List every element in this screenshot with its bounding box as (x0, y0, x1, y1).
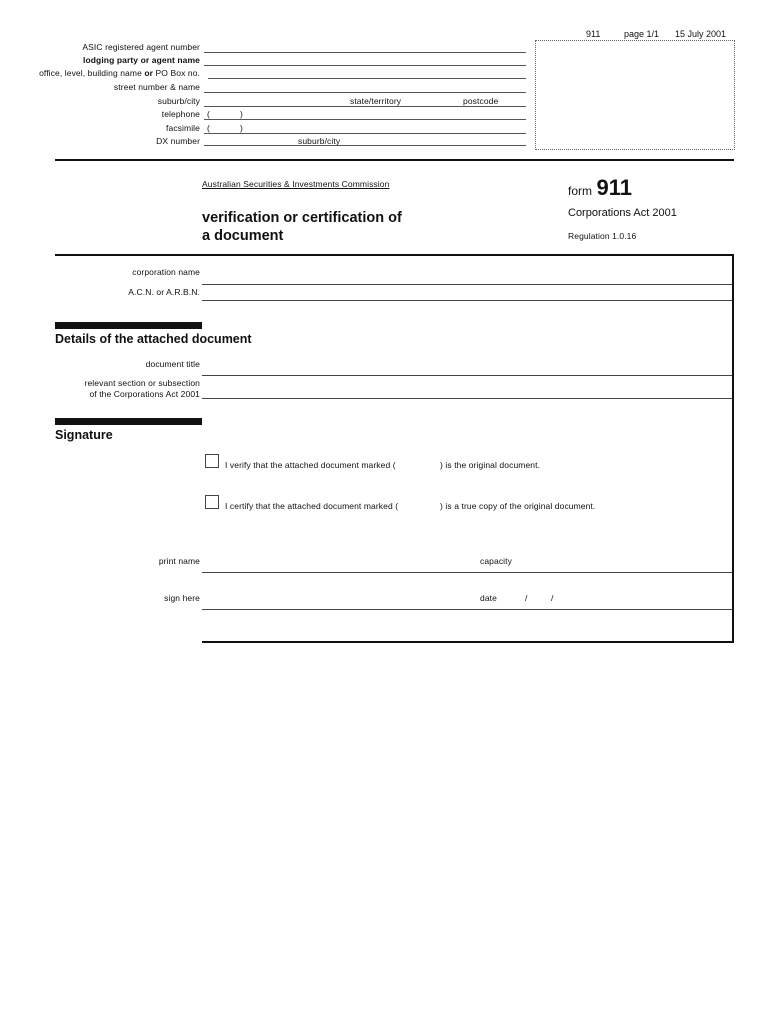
office-label-or: or (144, 68, 154, 78)
suburb-label: suburb/city (157, 96, 200, 106)
agent-number-label: ASIC registered agent number (82, 42, 200, 52)
certify-checkbox[interactable] (205, 495, 219, 509)
form-number: 911 (596, 175, 632, 200)
header-date: 15 July 2001 (675, 29, 727, 39)
form-id (568, 175, 632, 201)
telephone-paren-open: ( (207, 109, 210, 119)
state-label: state/territory (350, 96, 402, 106)
lodging-party-field[interactable] (204, 65, 526, 66)
section-field[interactable] (202, 398, 732, 399)
suburb-field[interactable] (204, 106, 526, 107)
regulation: Regulation 1.0.16 (568, 231, 637, 241)
signature-heading: Signature (55, 428, 113, 442)
print-name-field[interactable] (202, 572, 732, 573)
form-title-line-2: a document (202, 228, 284, 244)
postcode-label: postcode (463, 96, 499, 106)
facsimile-paren-close: ) (240, 123, 243, 133)
capacity-label: capacity (480, 556, 512, 566)
certify-text-b: ) is a true copy of the original document. (440, 501, 596, 511)
verify-text-a: I verify that the attached document marked ( (225, 460, 396, 470)
section-label-2: of the Corporations Act 2001 (89, 389, 200, 399)
certify-text-a: I certify that the attached document marked ( (225, 501, 399, 511)
commission-name: Australian Securities & Investments Commission (202, 179, 390, 189)
office-label-part-b: PO Box no. (153, 68, 200, 78)
print-name-label: print name (158, 556, 200, 566)
frame-bottom (202, 641, 734, 643)
corporation-name-label: corporation name (132, 267, 200, 277)
document-title-label: document title (145, 359, 200, 369)
sign-here-label: sign here (164, 593, 200, 603)
telephone-field[interactable] (204, 119, 526, 120)
dx-suburb-label: suburb/city (298, 136, 341, 146)
page-indicator: page 1/1 (624, 29, 660, 39)
dx-field[interactable] (204, 145, 526, 146)
acn-label: A.C.N. or A.R.B.N. (128, 287, 200, 297)
date-separator-2: / (551, 593, 554, 603)
frame-right (732, 254, 734, 643)
corporation-name-field[interactable] (202, 284, 732, 285)
telephone-paren-close: ) (240, 109, 243, 119)
dx-number-label: DX number (156, 136, 200, 146)
street-field[interactable] (204, 92, 526, 93)
details-heading-bar (55, 322, 202, 329)
verify-checkbox[interactable] (205, 454, 219, 468)
verify-text-b: ) is the original document. (440, 460, 541, 470)
facsimile-field[interactable] (204, 133, 526, 134)
acn-field[interactable] (202, 300, 732, 301)
details-heading: Details of the attached document (55, 332, 252, 346)
header-divider (55, 159, 734, 161)
date-separator-1: / (525, 593, 528, 603)
form-word: form (568, 184, 592, 198)
office-use-stamp-box (535, 40, 735, 150)
office-label (0, 68, 200, 78)
office-label-part-a: office, level, building name (39, 68, 145, 78)
street-label: street number & name (113, 82, 200, 92)
signature-field[interactable] (202, 609, 732, 610)
form-title-line-1: verification or certification of (202, 210, 402, 226)
facsimile-label: facsimile (166, 123, 200, 133)
signature-heading-bar (55, 418, 202, 425)
section-label-1: relevant section or subsection (84, 378, 200, 388)
act-name: Corporations Act 2001 (568, 207, 677, 219)
agent-number-field[interactable] (204, 52, 526, 53)
frame-top (55, 254, 734, 256)
telephone-label: telephone (161, 109, 200, 119)
facsimile-paren-open: ( (207, 123, 210, 133)
date-label: date (480, 593, 497, 603)
document-title-field[interactable] (202, 375, 732, 376)
form-number-header: 911 (586, 29, 601, 39)
office-field[interactable] (208, 78, 526, 79)
lodging-party-label: lodging party or agent name (83, 55, 200, 65)
